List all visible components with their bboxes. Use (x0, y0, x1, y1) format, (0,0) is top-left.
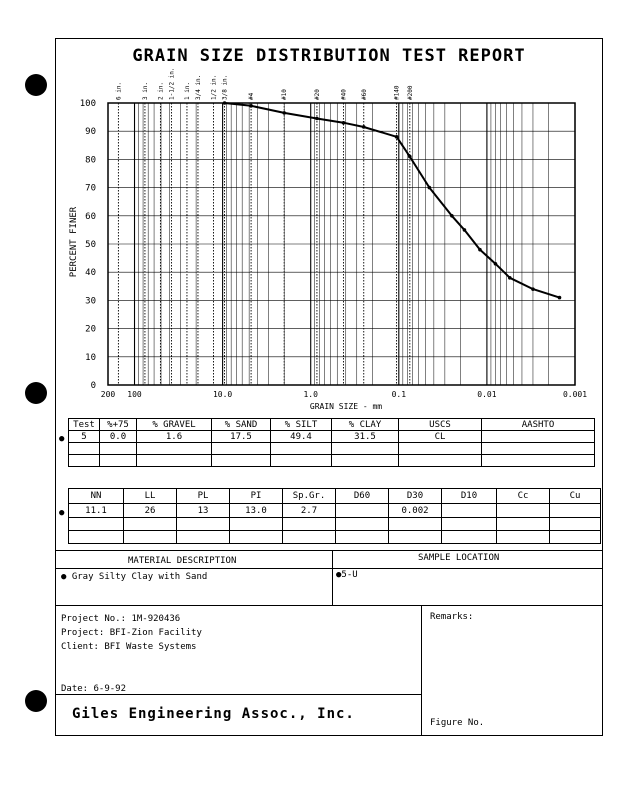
location-value: 5-U (341, 570, 358, 580)
y-tick-label: 10 (85, 352, 96, 363)
sieve-label: #4 (248, 92, 256, 100)
cell-sand: 17.5 (212, 431, 271, 443)
col-plus75: %+75 (100, 419, 137, 431)
sieve-label: #200 (406, 85, 414, 100)
sieve-label: 6 in. (115, 81, 123, 100)
data-point (342, 121, 346, 125)
cell-d60 (336, 504, 389, 518)
sieve-label: 1 in. (183, 81, 191, 100)
cell-pl: 13 (177, 504, 230, 518)
gradation-header-row (69, 419, 595, 431)
x-tick-label: 100 (127, 390, 142, 399)
properties-empty-row (69, 518, 601, 531)
cell-pi: 13.0 (230, 504, 283, 518)
data-point (362, 125, 366, 129)
data-point (494, 262, 498, 266)
y-tick-label: 70 (85, 183, 96, 194)
material-header: MATERIAL DESCRIPTION (128, 556, 237, 566)
properties-table (68, 488, 601, 544)
sieve-label: 3 in. (141, 81, 149, 100)
gradation-data-row (69, 431, 595, 443)
y-tick-label: 90 (85, 127, 96, 138)
location-header: SAMPLE LOCATION (418, 553, 500, 563)
properties-data-row (69, 504, 601, 518)
col-d60: D60 (336, 489, 389, 504)
data-point (223, 101, 227, 105)
cell-nn: 11.1 (69, 504, 124, 518)
cell-cu (550, 504, 601, 518)
col-pi: PI (230, 489, 283, 504)
project-date: Date: 6-9-92 (61, 684, 127, 694)
data-point (531, 287, 535, 291)
col-d10: D10 (442, 489, 497, 504)
col-pl: PL (177, 489, 230, 504)
properties-empty-row (69, 531, 601, 544)
y-tick-label: 100 (79, 99, 96, 109)
data-point (315, 117, 319, 121)
col-aashto: AASHTO (482, 419, 595, 431)
y-tick-label: 60 (85, 211, 96, 222)
gradation-curve (225, 103, 560, 298)
data-point (463, 228, 467, 232)
properties-header-row (69, 489, 601, 504)
col-sand: % SAND (212, 419, 271, 431)
cell-spgr: 2.7 (283, 504, 336, 518)
sieve-label: 1/2 in. (210, 74, 218, 100)
x-tick-label: 0.01 (477, 390, 497, 399)
x-axis-title: GRAIN SIZE - mm (309, 402, 383, 411)
gradation-table (68, 418, 595, 467)
data-point (478, 248, 482, 252)
header-rule (55, 568, 603, 569)
sieve-label: #60 (360, 89, 368, 100)
cell-d30: 0.002 (389, 504, 442, 518)
data-point (450, 214, 454, 218)
data-point (558, 296, 562, 300)
report-title: GRAIN SIZE DISTRIBUTION TEST REPORT (132, 46, 526, 66)
gradation-empty-row (69, 455, 595, 467)
col-uscs: USCS (399, 419, 482, 431)
remarks-label: Remarks: (430, 612, 474, 622)
sieve-label: #140 (393, 85, 401, 100)
col-silt: % SILT (271, 419, 332, 431)
y-tick-label: 20 (85, 324, 96, 335)
material-value: Gray Silty Clay with Sand (71, 572, 208, 582)
data-point (282, 111, 286, 115)
cell-uscs: CL (399, 431, 482, 443)
sieve-label: 3/8 in. (221, 74, 229, 100)
project-client: Client: BFI Waste Systems (61, 642, 197, 652)
data-point (508, 276, 512, 280)
company-name: Giles Engineering Assoc., Inc. (72, 706, 355, 722)
x-tick-label: 0.1 (391, 390, 407, 399)
cell-silt: 49.4 (271, 431, 332, 443)
cell-plus75: 0.0 (100, 431, 137, 443)
y-tick-label: 40 (85, 268, 96, 279)
project-number: Project No.: 1M-920436 (61, 614, 181, 624)
row-marker: ● (59, 434, 65, 444)
sieve-label: 1-1/2 in. (168, 67, 176, 100)
sieve-label: #40 (340, 89, 348, 100)
y-axis-title: PERCENT FINER (69, 206, 79, 278)
col-ll: LL (124, 489, 177, 504)
y-tick-label: 30 (85, 296, 96, 307)
col-test: Test (69, 419, 100, 431)
cell-ll: 26 (124, 504, 177, 518)
x-tick-label: 200 (100, 390, 116, 399)
x-tick-label: 10.0 (212, 390, 233, 399)
x-tick-label: 0.001 (562, 390, 588, 399)
y-tick-label: 0 (90, 381, 96, 391)
cell-cc (497, 504, 550, 518)
cell-aashto (482, 431, 595, 443)
sieve-label: 2 in. (157, 81, 165, 100)
data-point (428, 186, 432, 190)
col-d30: D30 (389, 489, 442, 504)
y-tick-label: 80 (85, 155, 96, 166)
project-name: Project: BFI-Zion Facility (61, 628, 202, 638)
binder-hole-bottom (25, 690, 47, 712)
y-tick-label: 50 (85, 240, 96, 250)
data-point (395, 135, 399, 139)
row-marker: ● (59, 508, 65, 518)
sieve-label: #10 (281, 89, 289, 100)
location-text: ●5-U (336, 570, 358, 580)
gradation-empty-row (69, 443, 595, 455)
data-point (249, 104, 253, 108)
sieve-label: #20 (313, 89, 321, 100)
cell-gravel: 1.6 (137, 431, 212, 443)
x-tick-label: 1.0 (303, 390, 318, 399)
col-cc: Cc (497, 489, 550, 504)
cell-clay: 31.5 (332, 431, 399, 443)
col-clay: % CLAY (332, 419, 399, 431)
figure-label: Figure No. (430, 718, 485, 728)
material-text: ● Gray Silty Clay with Sand (61, 572, 208, 582)
col-gravel: % GRAVEL (137, 419, 212, 431)
cell-test: 5 (69, 431, 100, 443)
cell-d10 (442, 504, 497, 518)
col-spgr: Sp.Gr. (283, 489, 336, 504)
sieve-label: 3/4 in. (194, 74, 202, 100)
col-cu: Cu (550, 489, 601, 504)
col-nn: NN (69, 489, 124, 504)
data-point (408, 155, 412, 159)
